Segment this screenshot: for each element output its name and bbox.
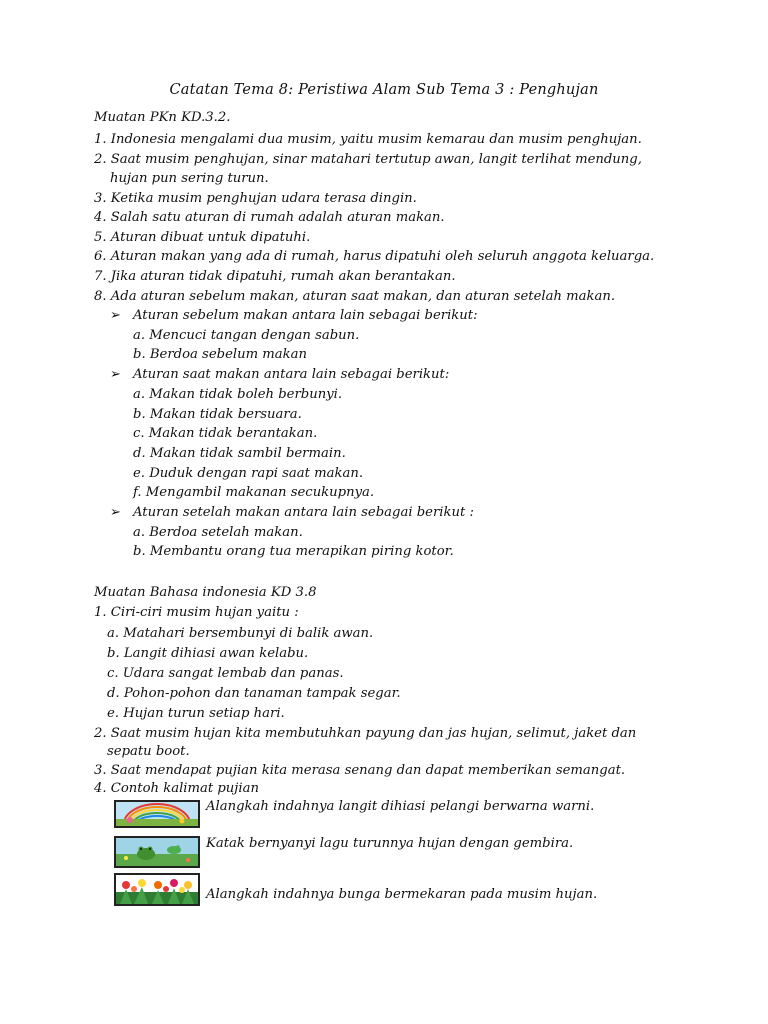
pkn-item-6: 6. Aturan makan yang ada di rumah, harus dipatuhi oleh seluruh anggota keluarga. — [94, 249, 655, 264]
frog-picture-icon — [114, 836, 200, 868]
bind-item-3: 3. Saat mendapat pujian kita merasa senang dan dapat memberikan semangat. — [94, 763, 626, 778]
group-item: b. Berdoa sebelum makan — [133, 347, 308, 362]
group-item: a. Berdoa setelah makan. — [133, 525, 303, 540]
praise-example-3: Alangkah indahnya bunga bermekaran pada musim hujan. — [206, 887, 598, 902]
page-title: Catatan Tema 8: Peristiwa Alam Sub Tema 3 : Penghujan — [169, 82, 599, 98]
pkn-item-2-cont: hujan pun sering turun. — [110, 171, 269, 186]
bind-item-1: 1. Ciri-ciri musim hujan yaitu : — [94, 605, 299, 620]
pkn-item-2: 2. Saat musim penghujan, sinar matahari tertutup awan, langit terlihat mendung, — [94, 152, 642, 167]
group-item: f. Mengambil makanan secukupnya. — [133, 485, 375, 500]
praise-example-2: Katak bernyanyi lagu turunnya hujan dengan gembira. — [206, 836, 574, 851]
arrow-bullet-icon: ➢ — [110, 308, 121, 323]
group-heading-after-meal: Aturan setelah makan antara lain sebagai berikut : — [133, 505, 474, 520]
group-item: b. Membantu orang tua merapikan piring kotor. — [133, 544, 454, 559]
group-item: a. Mencuci tangan dengan sabun. — [133, 328, 360, 343]
pkn-item-1: 1. Indonesia mengalami dua musim, yaitu musim kemarau dan musim penghujan. — [94, 132, 642, 147]
group-item: e. Duduk dengan rapi saat makan. — [133, 466, 364, 481]
arrow-bullet-icon: ➢ — [110, 367, 121, 382]
praise-example-1: Alangkah indahnya langit dihiasi pelangi berwarna warni. — [206, 799, 595, 814]
group-item: b. Makan tidak bersuara. — [133, 407, 302, 422]
bind-subitem: d. Pohon-pohon dan tanaman tampak segar. — [107, 686, 401, 701]
bind-subitem: a. Matahari bersembunyi di balik awan. — [107, 626, 374, 641]
group-item: c. Makan tidak berantakan. — [133, 426, 318, 441]
pkn-item-7: 7. Jika aturan tidak dipatuhi, rumah akan berantakan. — [94, 269, 456, 284]
group-item: d. Makan tidak sambil bermain. — [133, 446, 346, 461]
bind-subitem: b. Langit dihiasi awan kelabu. — [107, 646, 309, 661]
pkn-item-8: 8. Ada aturan sebelum makan, aturan saat makan, dan aturan setelah makan. — [94, 289, 616, 304]
bind-subitem: c. Udara sangat lembab dan panas. — [107, 666, 344, 681]
bind-item-4: 4. Contoh kalimat pujian — [94, 781, 259, 796]
bind-heading: Muatan Bahasa indonesia KD 3.8 — [94, 585, 317, 600]
pkn-heading: Muatan PKn KD.3.2. — [94, 110, 231, 125]
group-heading-before-meal: Aturan sebelum makan antara lain sebagai berikut: — [133, 308, 478, 323]
bind-item-2-cont: sepatu boot. — [107, 744, 190, 759]
group-heading-during-meal: Aturan saat makan antara lain sebagai berikut: — [133, 367, 450, 382]
rainbow-picture-icon — [114, 800, 200, 828]
pkn-item-4: 4. Salah satu aturan di rumah adalah aturan makan. — [94, 210, 445, 225]
pkn-item-3: 3. Ketika musim penghujan udara terasa dingin. — [94, 191, 417, 206]
group-item: a. Makan tidak boleh berbunyi. — [133, 387, 343, 402]
pkn-item-5: 5. Aturan dibuat untuk dipatuhi. — [94, 230, 311, 245]
flowers-picture-icon — [114, 873, 200, 906]
arrow-bullet-icon: ➢ — [110, 505, 121, 520]
bind-subitem: e. Hujan turun setiap hari. — [107, 706, 285, 721]
bind-item-2: 2. Saat musim hujan kita membutuhkan payung dan jas hujan, selimut, jaket dan — [94, 726, 637, 741]
